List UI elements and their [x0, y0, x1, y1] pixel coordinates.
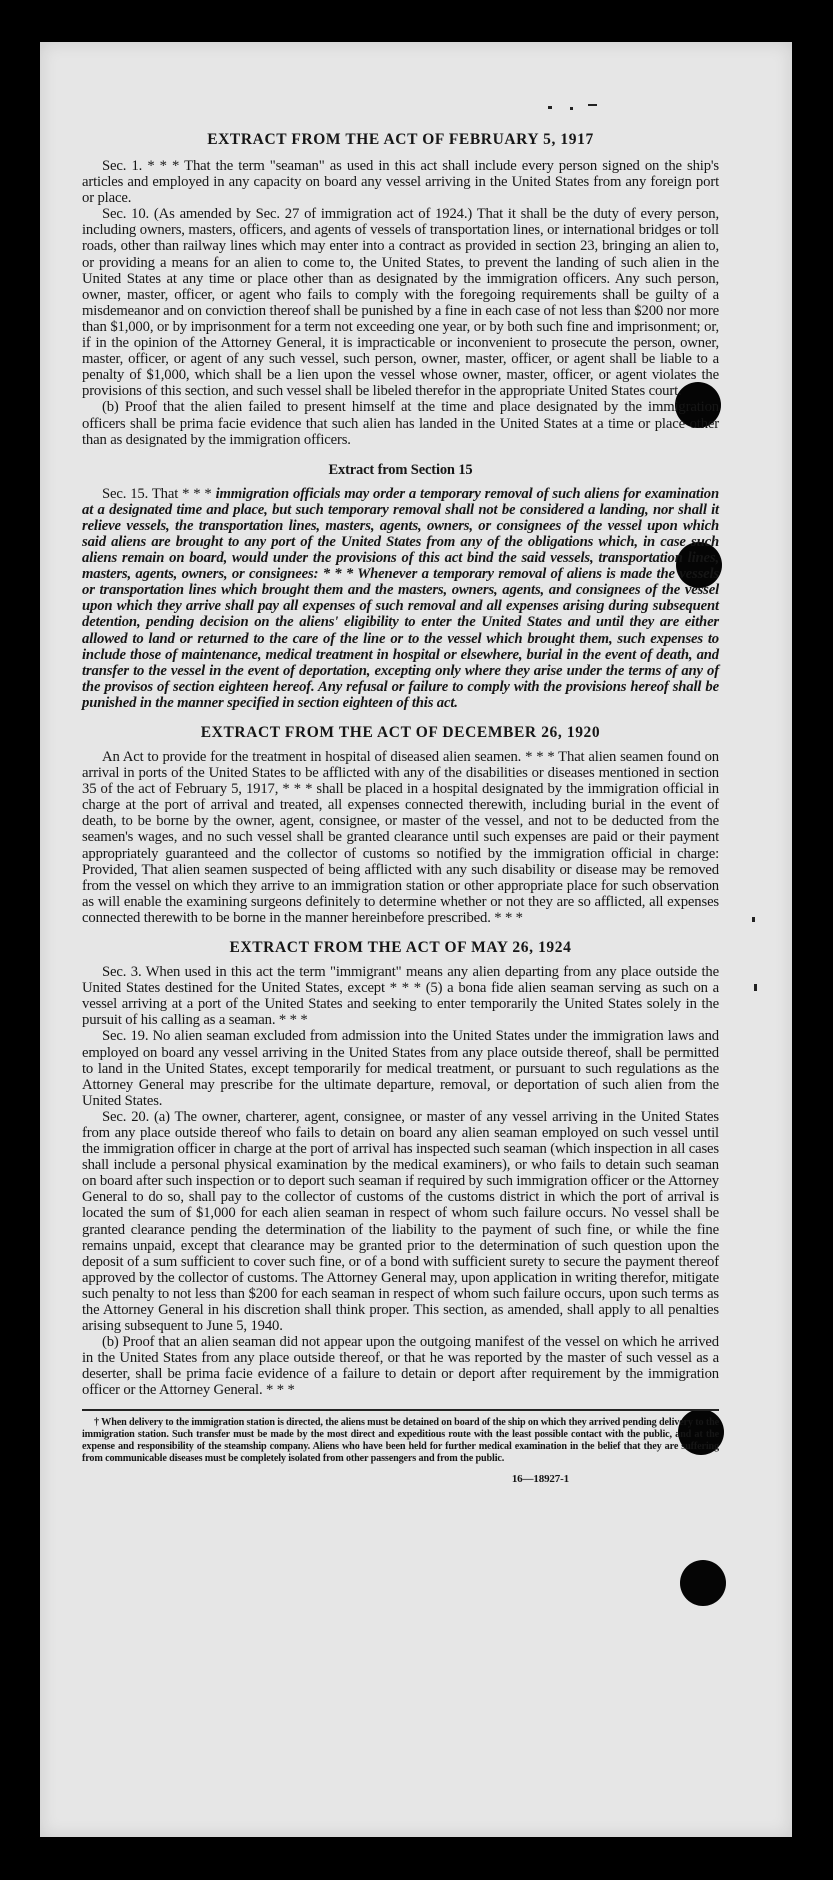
section-heading: EXTRACT FROM THE ACT OF FEBRUARY 5, 1917: [207, 131, 594, 148]
page-speck: [754, 984, 757, 991]
section-paragraph: Sec. 20. (a) The owner, charterer, agent, consignee, or master of any vessel arriving in the United States from any place outside thereof who fails to detain on board any alien seaman employed on such vessel until the immigration officer in charge at the port of arrival has inspected such seaman (which inspection in all cases shall include a personal physical examination by the medical examiners), or who fails to detain such seaman on board after such inspection or to deport such seaman if required by such immigration officer or the Attorney General to do so, shall pay to the collector of customs of the customs district in which the port of arrival is located the sum of $1,000 for each alien seaman in respect of whom such failure occurs. No vessel shall be granted clearance pending the determination of the liability to the payment of such fine, or while the fine remains unpaid, except that clearance may be granted prior to the determination of such question upon the deposit of a sum sufficient to cover such fine, or of a bond with sufficient surety to secure the payment thereof approved by the collector of customs. The Attorney General may, upon application in writing therefor, mitigate such penalty to not less than $200 for each seaman in respect of whom such failure occurs, upon such terms as the Attorney General in his discretion shall think proper. This section, as amended, shall apply to all penalties arising subsequent to June 5, 1940.: [82, 1108, 719, 1335]
section-paragraph: An Act to provide for the treatment in hospital of diseased alien seamen. * * * That alien seamen found on arrival in ports of the United States to be afflicted with any of the disabilities or diseases mentioned in section 35 of the act of February 5, 1917, * * * shall be placed in a hospital designated by the immigration official in charge at the port of arrival and treated, all expenses connected therewith, including burial in the event of death, to be borne by the owner, agent, consignee, or master of the vessel, and not to be deducted from the seamen's wages, and no such vessel shall be granted clearance until such expenses are paid or their payment appropriately guaranteed and the collector of customs so notified by the immigration official in charge: Provided, That alien seamen suspected of being afflicted with any such disability or disease may be removed from the vessel on which they arrive to an immigration station or other appropriate place for such observation as will enable the examining surgeons definitely to determine whether or not they are so afflicted, all expenses connected therewith to be borne in the manner hereinbefore prescribed. * * *: [82, 749, 719, 926]
section-paragraph: (b) Proof that an alien seaman did not appear upon the outgoing manifest of the vessel on which he arrived in the United States from any place outside thereof, or that he was reported by the master of such vessel as a deserter, shall be prima facie evidence of a failure to detain or deport after requirement by the immigration officer or the Attorney General. * * *: [82, 1334, 719, 1399]
section-heading: EXTRACT FROM THE ACT OF MAY 26, 1924: [229, 939, 572, 957]
section-paragraph: Sec. 19. No alien seaman excluded from admission into the United States under the immigration laws and employed on board any vessel arriving in the United States from any place outside thereof, shall be permitted to land in the United States, except temporarily for medical treatment, or pursuant to such regulations as the Attorney General may prescribe for the ultimate departure, removal, or deportation of such alien from the United States.: [82, 1028, 719, 1109]
punch-hole: [680, 1560, 726, 1606]
page-speck: [548, 106, 552, 109]
section-paragraph: (b) Proof that the alien failed to present himself at the time and place designated by the immigration officers shall be prima facie evidence that such alien has landed in the United States at a time or place other than as designated by the immigration officers.: [82, 399, 719, 448]
section-lead: Sec. 15. That * * *: [102, 485, 212, 502]
italic-text: immigration officials may order a temporary removal of such aliens for examination at a designated time and place, but such temporary removal shall not be considered a landing, nor shall it relieve vessels, the transportation lines, masters, agents, owners, or consignees of the vessel upon which said aliens are brought to any port of the United States from any of the obligations which, in case such aliens remain on board, would under the provisions of this act bind the said vessels, transportation lines, masters, agents, owners, or consignees: * * * Whenever a temporary removal of aliens is made the vessels or transportation lines which brought them and the masters, owners, agents, and consignees of the vessel upon which they arrive shall pay all expenses of such removal and all expenses arising during subsequent detention, pending decision on the aliens' eligibility to enter the United States and until they are either allowed to land or returned to the care of the line or to the vessel which brought them, such expenses to include those of maintenance, medical treatment in hospital or elsewhere, burial in the event of death, and transfer to the vessel in the event of deportation, excepting only where they arise under the terms of any of the provisos of section eighteen hereof. Any refusal or failure to comply with the provisions hereof shall be punished in the manner specified in section eighteen of this act.: [82, 485, 719, 711]
footnote: [82, 1409, 719, 1465]
section-paragraph: [82, 486, 719, 711]
document-body: [82, 130, 719, 1487]
section-paragraph: Sec. 3. When used in this act the term "immigrant" means any alien departing from any place outside the United States destined for the United States, except * * * (5) a bona fide alien seaman serving as such on a vessel arriving at a port of the United States and seeking to enter temporarily the United States solely in the pursuit of his calling as a seaman. * * *: [82, 964, 719, 1029]
document-number: 16—18927-1: [511, 1472, 569, 1485]
section-subheading: Extract from Section 15: [328, 461, 473, 478]
page-speck: [752, 917, 755, 922]
footnote-text: † When delivery to the immigration station is directed, the aliens must be detained on board of the ship on which they arrived pending delivery to the immigration station. Such transfer must be made by the most direct and expeditious route with the least possible contact with the public, and at the expense and responsibility of the steamship company. Aliens who have been held for further medical examination in the belief that they are suffering from communicable diseases must be completely isolated from other passengers and from the public.: [82, 1416, 719, 1464]
section-heading: EXTRACT FROM THE ACT OF DECEMBER 26, 1920: [200, 724, 601, 741]
page-speck: [588, 104, 597, 106]
section-paragraph: Sec. 1. * * * That the term "seaman" as used in this act shall include every person signed on the ship's articles and employed in any capacity on board any vessel arriving in the United States from any foreign port or place.: [82, 158, 719, 207]
page-speck: [570, 107, 573, 110]
section-paragraph: Sec. 10. (As amended by Sec. 27 of immigration act of 1924.) That it shall be the duty of every person, including owners, masters, officers, and agents of vessels of transportation lines, or international bridges or toll roads, other than railway lines which may enter into a contract as provided in section 23, bringing an alien to, or providing a means for an alien to come to, the United States, to prevent the landing of such alien in the United States at any time or place other than as designated by the immigration officers. Any such person, owner, master, officer, or agent who fails to comply with the foregoing requirements shall be guilty of a misdemeanor and on conviction thereof shall be punished by a fine in each case of not less than $200 nor more than $1,000, or by imprisonment for a term not exceeding one year, or by both such fine and imprisonment; or, if in the opinion of the Attorney General, it is impracticable or inconvenient to prosecute the person, owner, master, officer, or agent of any such vessel, such person, owner, master, officer, or agent shall be liable to a penalty of $1,000, which shall be a lien upon the vessel whose owner, master, officer, or agent violates the provisions of this section, and such vessel shall be libeled therefor in the appropriate United States court.: [82, 206, 719, 400]
